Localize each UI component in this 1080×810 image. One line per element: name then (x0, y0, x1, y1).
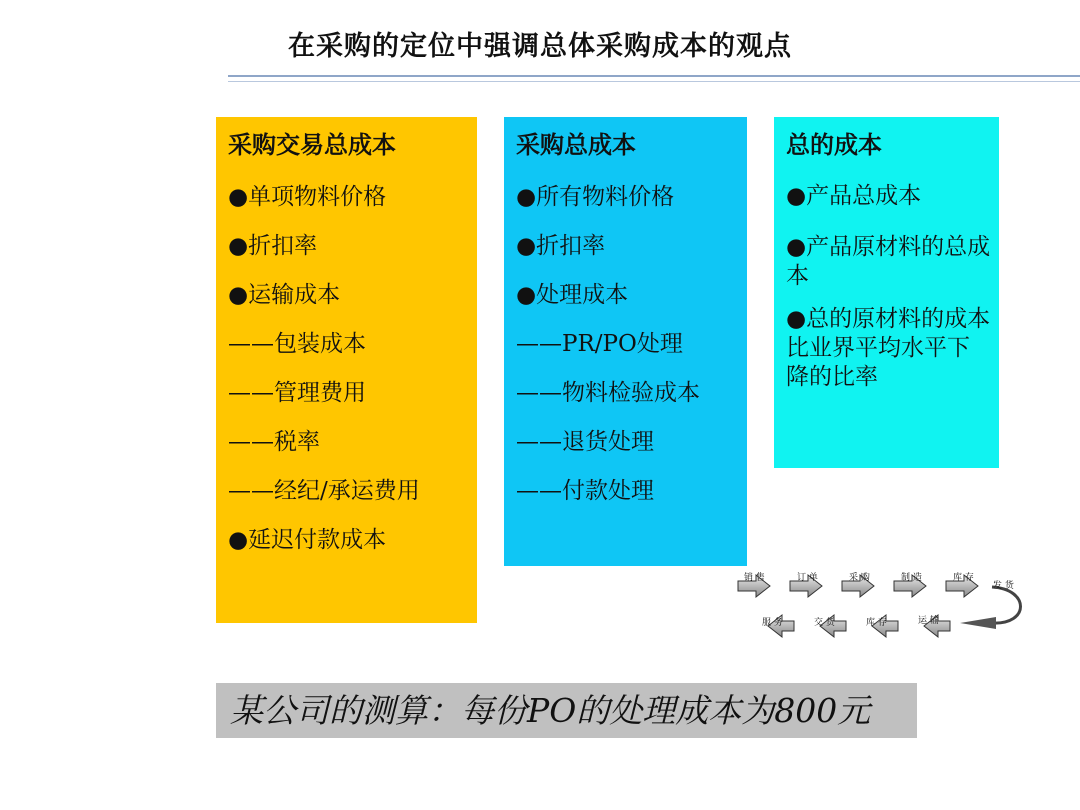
list-item: ●产品总成本 (786, 183, 922, 209)
box-heading: 总的成本 (786, 130, 882, 159)
list-item: ●总的原材料的成本比业界平均水平下降的比率 (786, 306, 991, 390)
flow-label-inventory-2: 库 存 (866, 618, 887, 628)
list-item: ——PR/PO处理 (516, 331, 683, 357)
box-heading: 采购交易总成本 (228, 130, 396, 159)
list-item: ——税率 (228, 429, 320, 455)
list-item: ——退货处理 (516, 429, 654, 455)
list-item: ●处理成本 (516, 282, 629, 308)
box-heading: 采购总成本 (516, 130, 636, 159)
estimate-note: 某公司的测算：每份PO的处理成本为800元 (216, 683, 917, 738)
flow-label-transport: 运 输 (918, 616, 939, 626)
flow-turn-arrow (992, 587, 1021, 623)
list-item: ●产品原材料的总成本 (786, 234, 991, 289)
list-item: ●折扣率 (516, 233, 606, 259)
flow-turn-arrowhead (960, 617, 996, 629)
list-item: ——经纪/承运费用 (228, 478, 420, 504)
list-item: ●折扣率 (228, 233, 318, 259)
title-divider-thin (228, 81, 1080, 82)
flow-label-manufacture: 制 造 (901, 573, 922, 583)
list-item: ●运输成本 (228, 282, 341, 308)
list-item: ●单项物料价格 (228, 184, 387, 210)
title-divider (228, 75, 1080, 77)
flow-label-shipping: 发 货 (993, 581, 1014, 591)
overall-cost-box (774, 117, 999, 468)
list-item: ——付款处理 (516, 478, 654, 504)
flow-label-order: 订 单 (797, 573, 818, 583)
list-item: ——包装成本 (228, 331, 366, 357)
purchase-transaction-cost-box (216, 117, 477, 623)
flow-label-inventory: 库 存 (953, 573, 974, 583)
flow-label-purchase: 采 购 (849, 573, 870, 583)
list-item: ●所有物料价格 (516, 184, 675, 210)
list-item: ——物料检验成本 (516, 380, 700, 406)
list-item: ●延迟付款成本 (228, 527, 387, 553)
purchase-total-cost-box (504, 117, 747, 566)
flow-label-sales: 销 售 (744, 573, 765, 583)
flow-label-service: 服 务 (762, 618, 783, 628)
list-item: ——管理费用 (228, 380, 366, 406)
page-title: 在采购的定位中强调总体采购成本的观点 (288, 31, 792, 62)
flow-label-delivery: 交 货 (814, 618, 835, 628)
